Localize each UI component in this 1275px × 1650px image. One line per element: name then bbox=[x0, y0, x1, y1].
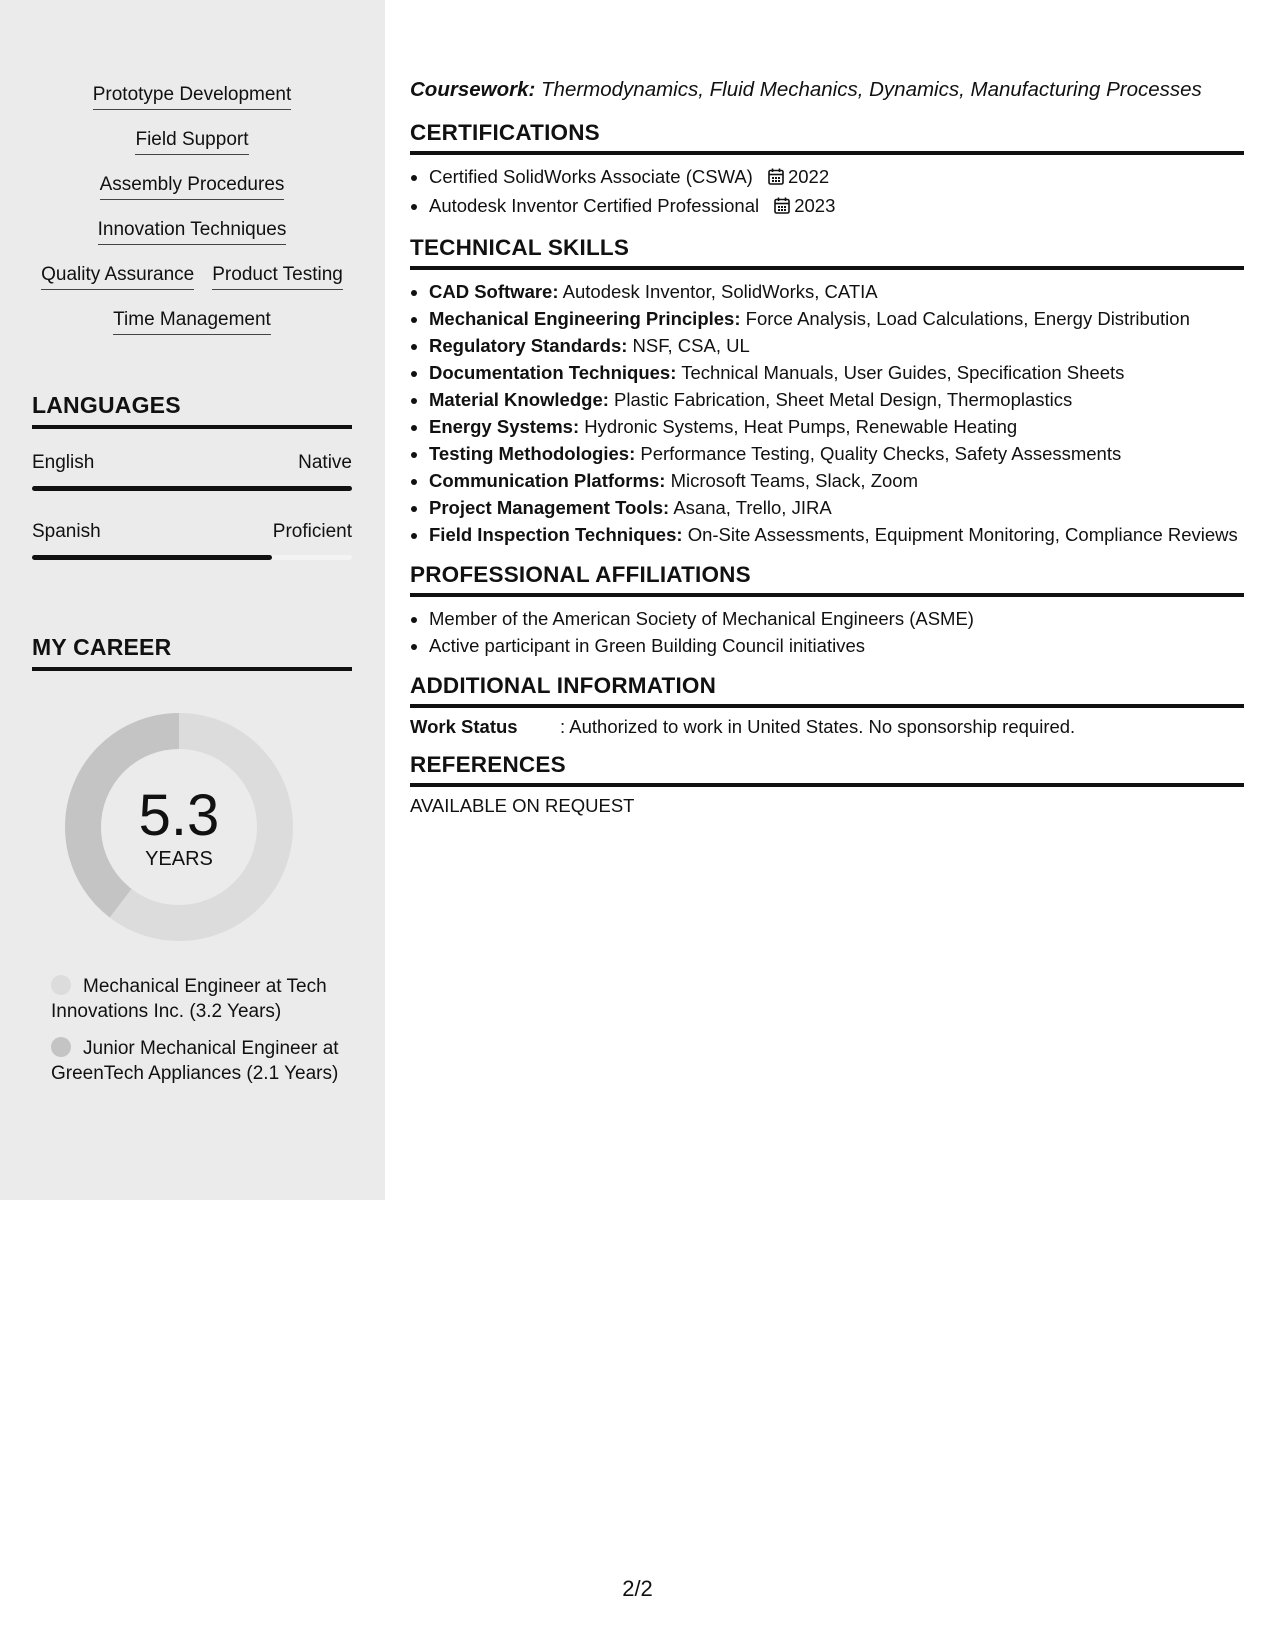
technical-skill-item bbox=[429, 305, 1244, 332]
language-bar-fill bbox=[32, 486, 352, 491]
skill-values: Plastic Fabrication, Sheet Metal Design, Thermoplastics bbox=[614, 389, 1073, 410]
work-status-label: Work Status bbox=[410, 716, 518, 737]
technical-skill-item bbox=[429, 494, 1244, 521]
calendar-icon bbox=[768, 165, 784, 192]
language-bar bbox=[32, 486, 352, 491]
skill-category: Material Knowledge: bbox=[429, 389, 609, 410]
career-total-unit: YEARS bbox=[145, 848, 213, 870]
page-number: 2/2 bbox=[622, 1576, 653, 1601]
skill-values: Force Analysis, Load Calculations, Energy Distribution bbox=[745, 308, 1190, 329]
career-legend-text: Junior Mechanical Engineer at GreenTech Appliances (2.1 Years) bbox=[51, 1038, 339, 1084]
skills-list bbox=[32, 84, 352, 354]
language-english bbox=[32, 452, 352, 491]
skill-row bbox=[32, 219, 352, 264]
language-spanish bbox=[32, 521, 352, 560]
career-legend-item bbox=[51, 1036, 341, 1086]
language-level: Native bbox=[298, 452, 352, 473]
language-name: Spanish bbox=[32, 521, 101, 542]
skill-category: Mechanical Engineering Principles: bbox=[429, 308, 741, 329]
affiliations-heading: PROFESSIONAL AFFILIATIONS bbox=[410, 562, 1244, 597]
skill-category: Field Inspection Techniques: bbox=[429, 524, 683, 545]
certification-year: 2023 bbox=[794, 195, 836, 216]
technical-skills-heading: TECHNICAL SKILLS bbox=[410, 235, 1244, 270]
technical-skill-item bbox=[429, 440, 1244, 467]
skill-values: Microsoft Teams, Slack, Zoom bbox=[670, 470, 918, 491]
calendar-icon bbox=[774, 194, 790, 221]
work-status-value: : Authorized to work in United States. No sponsorship required. bbox=[560, 716, 1076, 737]
skill-category: Project Management Tools: bbox=[429, 497, 670, 518]
legend-dot bbox=[51, 1037, 71, 1057]
certification-name: Certified SolidWorks Associate (CSWA) bbox=[429, 166, 753, 187]
skill-tag: Assembly Procedures bbox=[100, 174, 285, 200]
certifications-heading: CERTIFICATIONS bbox=[410, 120, 1244, 155]
skill-row bbox=[32, 174, 352, 219]
skill-category: Regulatory Standards: bbox=[429, 335, 628, 356]
career-total-years: 5.3 bbox=[138, 783, 220, 848]
language-bar-fill bbox=[32, 555, 272, 560]
language-level: Proficient bbox=[272, 521, 352, 542]
career-legend bbox=[51, 974, 341, 1098]
work-status bbox=[410, 716, 1244, 738]
skill-category: Documentation Techniques: bbox=[429, 362, 677, 383]
coursework-label: Coursework: bbox=[410, 78, 536, 101]
additional-info-heading: ADDITIONAL INFORMATION bbox=[410, 673, 1244, 708]
language-name: English bbox=[32, 452, 95, 473]
affiliation-item: • Active participant in Green Building Council initiatives bbox=[429, 632, 1244, 659]
career-heading: MY CAREER bbox=[32, 634, 352, 671]
affiliations-list bbox=[410, 605, 1244, 659]
skill-values: Autodesk Inventor, SolidWorks, CATIA bbox=[562, 281, 878, 302]
skill-category: Energy Systems: bbox=[429, 416, 580, 437]
language-bar bbox=[32, 555, 352, 560]
affiliation-item: • Member of the American Society of Mechanical Engineers (ASME) bbox=[429, 605, 1244, 632]
skill-category: CAD Software: bbox=[429, 281, 559, 302]
career-legend-item bbox=[51, 974, 341, 1024]
main-content bbox=[410, 78, 1244, 817]
certification-name: Autodesk Inventor Certified Professional bbox=[429, 195, 760, 216]
skill-row bbox=[32, 129, 352, 174]
references-text: AVAILABLE ON REQUEST bbox=[410, 795, 635, 816]
skill-row bbox=[32, 309, 352, 354]
skill-values: Hydronic Systems, Heat Pumps, Renewable Heating bbox=[584, 416, 1018, 437]
technical-skill-item bbox=[429, 521, 1244, 548]
references-heading: REFERENCES bbox=[410, 752, 1244, 787]
skill-row bbox=[32, 264, 352, 309]
skill-tag: Quality Assurance bbox=[41, 264, 194, 290]
languages-heading: LANGUAGES bbox=[32, 392, 352, 429]
skill-tag: Time Management bbox=[113, 309, 271, 335]
sidebar bbox=[0, 0, 385, 1200]
career-legend-text: Mechanical Engineer at Tech Innovations Inc. (3.2 Years) bbox=[51, 976, 327, 1022]
certification-item bbox=[429, 192, 1244, 221]
technical-skill-item bbox=[429, 413, 1244, 440]
skill-values: Asana, Trello, JIRA bbox=[673, 497, 832, 518]
skill-values: Technical Manuals, User Guides, Specification Sheets bbox=[681, 362, 1125, 383]
coursework bbox=[410, 78, 1244, 102]
certification-year: 2022 bbox=[787, 166, 830, 187]
technical-skill-item bbox=[429, 359, 1244, 386]
technical-skill-item bbox=[429, 386, 1244, 413]
certifications-list bbox=[410, 163, 1244, 221]
skill-values: NSF, CSA, UL bbox=[632, 335, 750, 356]
skill-category: Communication Platforms: bbox=[429, 470, 666, 491]
technical-skill-item bbox=[429, 278, 1244, 305]
skill-tag: Product Testing bbox=[212, 264, 343, 290]
technical-skill-item bbox=[429, 467, 1244, 494]
legend-dot bbox=[51, 975, 71, 995]
skill-category: Testing Methodologies: bbox=[429, 443, 636, 464]
technical-skill-item bbox=[429, 332, 1244, 359]
skill-tag: Innovation Techniques bbox=[98, 219, 287, 245]
skill-values: Performance Testing, Quality Checks, Safety Assessments bbox=[640, 443, 1122, 464]
skill-values: On-Site Assessments, Equipment Monitoring, Compliance Reviews bbox=[687, 524, 1238, 545]
skill-row bbox=[32, 84, 352, 129]
technical-skills-list bbox=[410, 278, 1244, 548]
skill-tag: Prototype Development bbox=[93, 84, 292, 110]
skill-tag: Field Support bbox=[135, 129, 248, 155]
career-donut-chart bbox=[64, 712, 294, 942]
certification-item bbox=[429, 163, 1244, 192]
coursework-text: Thermodynamics, Fluid Mechanics, Dynamics, Manufacturing Processes bbox=[541, 78, 1202, 101]
